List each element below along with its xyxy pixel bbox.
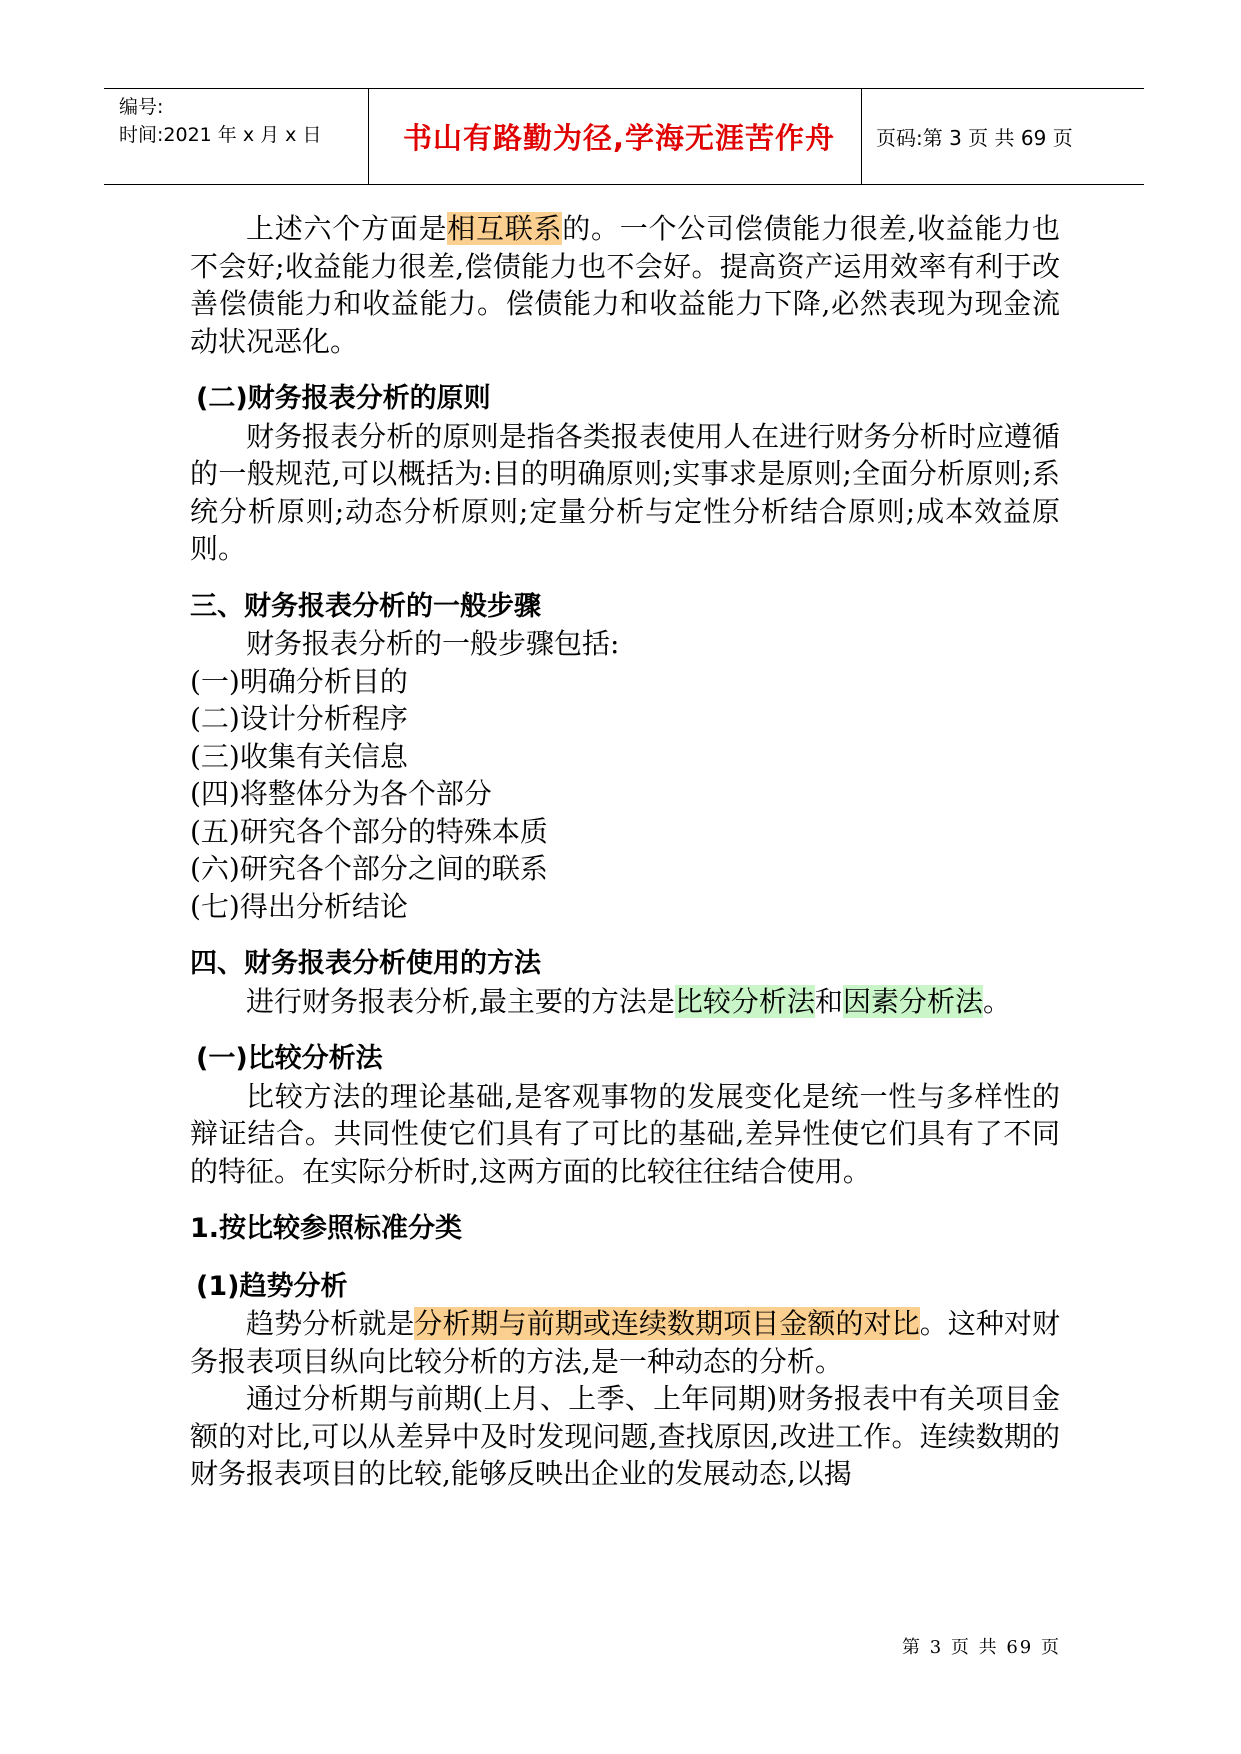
list-item: (二)设计分析程序 bbox=[190, 702, 408, 735]
list-item: (四)将整体分为各个部分 bbox=[190, 777, 492, 810]
text-run: 。这种对财务报表项目纵向比较分析的方法,是一种动态的分析。 bbox=[190, 1307, 1060, 1378]
header-motto-cell bbox=[368, 89, 862, 184]
text-run: 的。一个公司偿债能力很差,收益能力也不会好;收益能力很差,偿债能力也不会好。提高资产运用效率有利于改善偿债能力和收益能力。偿债能力和收益能力下降,必然表现为现金流动状况恶化。 bbox=[190, 212, 1060, 358]
text-run: 上述六个方面是 bbox=[246, 212, 448, 245]
list-item: (六)研究各个部分之间的联系 bbox=[190, 852, 548, 885]
paragraph-comparison: 比较方法的理论基础,是客观事物的发展变化是统一性与多样性的辩证结合。共同性使它们具有了可比的基础,差异性使它们具有了不同的特征。在实际分析时,这两方面的比较往往结合使用。 bbox=[190, 1079, 1060, 1188]
document-time-label: 时间:2021 年 x 月 x 日 bbox=[119, 124, 322, 146]
text-run: 趋势分析就是 bbox=[246, 1307, 415, 1340]
text-run: 进行财务报表分析,最主要的方法是 bbox=[246, 984, 675, 1018]
paragraph-methods bbox=[190, 983, 1060, 1021]
heading-trend: (1)趋势分析 bbox=[196, 1270, 348, 1302]
header-motto: 书山有路勤为径,学海无涯苦作舟 bbox=[402, 121, 836, 155]
text-run: 。 bbox=[982, 984, 1011, 1018]
document-body bbox=[190, 210, 1060, 1493]
paragraph-trend bbox=[190, 1305, 1060, 1380]
list-item: (五)研究各个部分的特殊本质 bbox=[190, 814, 548, 848]
text-run: 和 bbox=[814, 984, 843, 1018]
heading-methods: 四、财务报表分析使用的方法 bbox=[190, 948, 541, 979]
paragraph-related-aspects bbox=[190, 210, 1060, 360]
highlight-trend-definition: 分析期与前期或连续数期项目金额的对比 bbox=[414, 1307, 920, 1340]
heading-steps: 三、财务报表分析的一般步骤 bbox=[190, 590, 541, 622]
document-number-label: 编号: bbox=[119, 96, 164, 118]
header-page-info: 页码:第 3 页 共 69 页 bbox=[876, 126, 1073, 150]
page-header bbox=[104, 88, 1144, 185]
page-footer: 第 3 页 共 69 页 bbox=[902, 1637, 1061, 1658]
highlight-factor-method: 因素分析法 bbox=[842, 984, 983, 1018]
paragraph-principles: 财务报表分析的原则是指各类报表使用人在进行财务分析时应遵循的一般规范,可以概括为:目的明确原则;实事求是原则;全面分析原则;系统分析原则;动态分析原则;定量分析与定性分析结合原则;成本效益原则。 bbox=[190, 419, 1060, 565]
heading-principles: (二)财务报表分析的原则 bbox=[196, 383, 491, 414]
highlight-related: 相互联系 bbox=[447, 212, 563, 245]
heading-classification: 1.按比较参照标准分类 bbox=[190, 1213, 463, 1244]
list-item: (七)得出分析结论 bbox=[190, 889, 408, 923]
list-item: (三)收集有关信息 bbox=[190, 739, 408, 773]
paragraph-steps-intro: 财务报表分析的一般步骤包括: bbox=[246, 627, 620, 660]
heading-comparison: (一)比较分析法 bbox=[196, 1043, 383, 1074]
paragraph-trend-detail: 通过分析期与前期(上月、上季、上年同期)财务报表中有关项目金额的对比,可以从差异中及时发现问题,查找原因,改进工作。连续数期的财务报表项目的比较,能够反映出企业的发展动态,以揭 bbox=[190, 1382, 1060, 1490]
header-meta bbox=[104, 89, 368, 184]
highlight-comparison-method: 比较分析法 bbox=[674, 984, 815, 1018]
list-item: (一)明确分析目的 bbox=[190, 664, 408, 698]
